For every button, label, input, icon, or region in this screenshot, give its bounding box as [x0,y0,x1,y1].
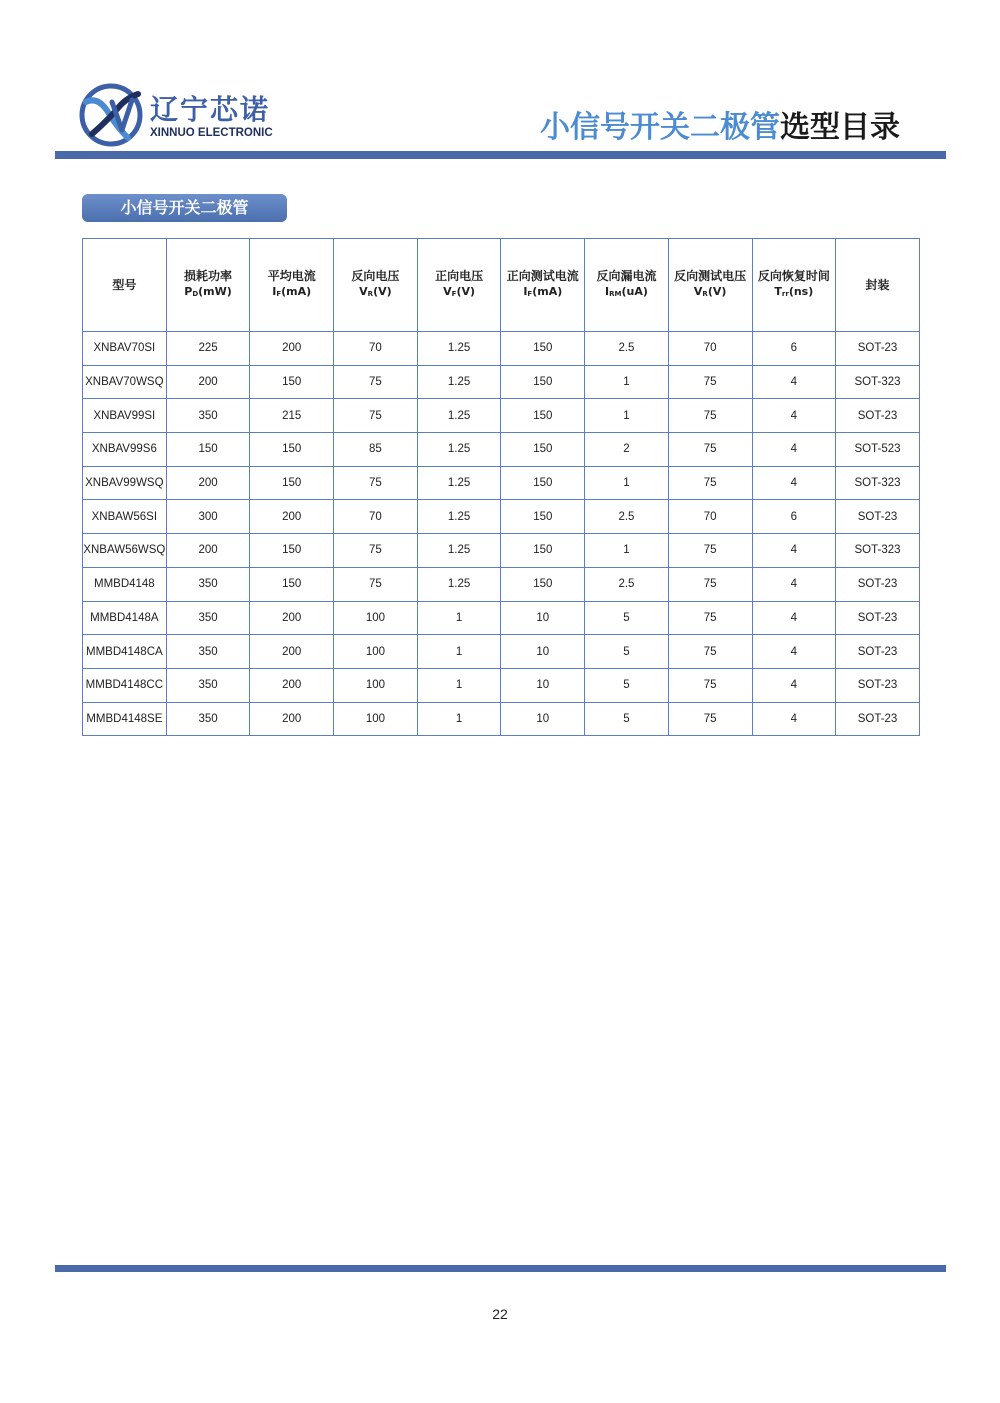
column-header [417,239,501,332]
table-row [83,399,920,433]
table-cell: 200 [250,332,334,366]
table-cell: 4 [752,534,836,568]
table-cell: 75 [334,466,418,500]
column-header [83,239,167,332]
part-number-cell: XNBAV99SI [83,399,167,433]
table-cell: 4 [752,466,836,500]
table-cell: 1 [585,534,669,568]
table-cell: 225 [166,332,250,366]
symbol-letter: I [605,284,610,298]
table-cell: 5 [585,668,669,702]
table-cell: 150 [501,534,585,568]
table-row [83,635,920,669]
table-cell: SOT-23 [836,500,920,534]
table-cell: 150 [501,399,585,433]
table-cell: 350 [166,601,250,635]
table-cell: 1.25 [417,500,501,534]
table-cell: SOT-323 [836,365,920,399]
footer-divider [55,1265,946,1272]
table-cell: 1.25 [417,567,501,601]
table-cell: 4 [752,365,836,399]
table-cell: 75 [334,399,418,433]
page-header [0,0,1000,160]
table-cell: 6 [752,500,836,534]
table-cell: 1 [585,466,669,500]
header-divider [55,151,946,159]
table-cell: SOT-23 [836,702,920,736]
table-cell: 70 [334,332,418,366]
column-header-label: 平均电流 [267,268,316,283]
table-cell: 10 [501,635,585,669]
part-number-cell: XNBAV99WSQ [83,466,167,500]
table-cell: 75 [668,365,752,399]
column-header-label: 损耗功率 [184,268,233,283]
table-row [83,567,920,601]
column-header-label: 封装 [865,277,890,292]
brand-name-en: XINNUO ELECTRONIC [150,127,273,139]
table-row [83,332,920,366]
table-cell: 1.25 [417,332,501,366]
table-cell: SOT-23 [836,601,920,635]
symbol-unit: (uA) [621,284,648,298]
column-header-label: 正向测试电流 [506,268,579,283]
document-title [540,102,900,146]
table-cell: 150 [250,365,334,399]
table-cell: 4 [752,668,836,702]
symbol-unit: (V) [707,284,727,298]
table-cell: 1 [417,668,501,702]
table-cell: 200 [250,601,334,635]
table-cell: 100 [334,702,418,736]
table-cell: 150 [250,534,334,568]
symbol-subscript: rr [781,289,789,298]
table-cell: 1 [585,365,669,399]
table-row [83,702,920,736]
table-cell: 1.25 [417,534,501,568]
title-rest: 选型目录 [780,110,900,145]
part-number-cell: MMBD4148SE [83,702,167,736]
title-highlight: 小信号开关二极管 [540,110,780,145]
table-cell: 350 [166,668,250,702]
symbol-subscript: D [192,289,199,298]
table-body [83,332,920,736]
column-header [334,239,418,332]
column-header-symbol [250,284,333,302]
table-cell: 75 [668,466,752,500]
table-cell: 150 [501,567,585,601]
part-number-cell: MMBD4148A [83,601,167,635]
table-cell: 150 [501,466,585,500]
column-header [501,239,585,332]
company-logo [78,82,278,150]
table-cell: 1.25 [417,399,501,433]
column-header-symbol [418,284,501,302]
symbol-letter: V [443,284,452,298]
table-cell: 150 [250,466,334,500]
column-header [585,239,669,332]
symbol-letter: V [693,284,703,298]
table-cell: 300 [166,500,250,534]
table-cell: SOT-23 [836,635,920,669]
table-cell: 150 [166,433,250,467]
part-number-cell: XNBAV70SI [83,332,167,366]
table-cell: 200 [166,365,250,399]
table-cell: 4 [752,399,836,433]
table-cell: 75 [668,399,752,433]
column-header-symbol [501,284,584,302]
table-cell: 100 [334,635,418,669]
table-cell: 350 [166,635,250,669]
part-number-cell: MMBD4148CC [83,668,167,702]
symbol-letter: T [774,284,782,298]
table-cell: 150 [501,500,585,534]
diode-spec-table [82,238,920,736]
column-header-label: 反向电压 [351,268,400,283]
table-cell: SOT-23 [836,668,920,702]
section-label: 小信号开关二极管 [82,194,287,222]
table-cell: 75 [668,635,752,669]
column-header-label: 型号 [112,277,137,292]
table-cell: 5 [585,635,669,669]
table-cell: 4 [752,702,836,736]
column-header-symbol [334,284,417,302]
part-number-cell: XNBAV70WSQ [83,365,167,399]
table-cell: 1 [585,399,669,433]
table-cell: 10 [501,601,585,635]
table-header-row [83,239,920,332]
table-cell: 10 [501,668,585,702]
table-cell: 75 [668,668,752,702]
symbol-unit: (ns) [788,284,814,298]
table-cell: 350 [166,567,250,601]
table-cell: 4 [752,433,836,467]
table-cell: 85 [334,433,418,467]
table-cell: 215 [250,399,334,433]
symbol-letter: P [184,284,193,298]
table-cell: 2.5 [585,567,669,601]
part-number-cell: XNBAW56SI [83,500,167,534]
table-cell: 75 [668,534,752,568]
table-cell: 1 [417,601,501,635]
table-cell: 75 [668,567,752,601]
table-row [83,534,920,568]
table-cell: 1.25 [417,365,501,399]
table-cell: 1.25 [417,433,501,467]
table-row [83,601,920,635]
symbol-subscript: F [276,289,282,298]
table-cell: 150 [501,365,585,399]
column-header [668,239,752,332]
column-header [752,239,836,332]
symbol-letter: I [523,284,528,298]
table-cell: 1.25 [417,466,501,500]
symbol-unit: (mA) [281,284,312,298]
table-cell: 75 [668,702,752,736]
table-row [83,668,920,702]
table-cell: SOT-23 [836,332,920,366]
page-number: 22 [492,1306,508,1322]
table-cell: 1 [417,635,501,669]
table-cell: 10 [501,702,585,736]
symbol-unit: (mA) [532,284,563,298]
symbol-letter: V [359,284,368,298]
symbol-letter: I [272,284,277,298]
table-cell: 70 [334,500,418,534]
table-row [83,500,920,534]
table-cell: 75 [668,433,752,467]
table-cell: 1 [417,702,501,736]
table-cell: 150 [250,567,334,601]
table-cell: 200 [250,500,334,534]
table-cell: 2.5 [585,500,669,534]
table-cell: 350 [166,702,250,736]
column-header-label: 反向漏电流 [596,268,657,283]
symbol-unit: (V) [456,284,476,298]
table-cell: 200 [166,534,250,568]
table-cell: 70 [668,332,752,366]
part-number-cell: MMBD4148CA [83,635,167,669]
symbol-unit: (mW) [198,284,232,298]
table-cell: 200 [250,635,334,669]
table-cell: 100 [334,668,418,702]
table-cell: 75 [334,365,418,399]
table-cell: 4 [752,601,836,635]
table-cell: 75 [334,567,418,601]
column-header [250,239,334,332]
symbol-subscript: R [367,289,374,298]
column-header [836,239,920,332]
xinnuo-logo-icon [78,82,144,148]
table-cell: 2 [585,433,669,467]
part-number-cell: XNBAV99S6 [83,433,167,467]
table-cell: 150 [250,433,334,467]
symbol-subscript: F [451,289,457,298]
table-cell: SOT-523 [836,433,920,467]
table-cell: 4 [752,635,836,669]
column-header [166,239,250,332]
table-cell: 75 [668,601,752,635]
table-cell: SOT-23 [836,399,920,433]
part-number-cell: MMBD4148 [83,567,167,601]
column-header-symbol [167,284,250,302]
column-header-symbol [753,284,836,302]
table-cell: 2.5 [585,332,669,366]
symbol-subscript: RM [609,289,622,298]
table-row [83,365,920,399]
table-cell: 6 [752,332,836,366]
table-row [83,433,920,467]
column-header-label: 正向电压 [435,268,484,283]
part-number-cell: XNBAW56WSQ [83,534,167,568]
symbol-subscript: R [702,289,708,298]
table-row [83,466,920,500]
table-cell: 200 [250,702,334,736]
table-cell: 4 [752,567,836,601]
table-cell: SOT-323 [836,534,920,568]
column-header-symbol [669,284,752,302]
symbol-unit: (V) [373,284,392,298]
table-cell: 150 [501,332,585,366]
column-header-symbol [585,284,668,302]
table-cell: 150 [501,433,585,467]
column-header-label: 反向测试电压 [674,268,747,283]
table-cell: 5 [585,601,669,635]
table-cell: 75 [334,534,418,568]
table-cell: 200 [250,668,334,702]
table-cell: 5 [585,702,669,736]
table-cell: SOT-323 [836,466,920,500]
table-cell: 350 [166,399,250,433]
column-header-label: 反向恢复时间 [757,268,830,283]
symbol-subscript: F [527,289,533,298]
brand-name-cn: 辽宁芯诺 [150,93,271,126]
table-cell: 200 [166,466,250,500]
table-cell: SOT-23 [836,567,920,601]
table-cell: 70 [668,500,752,534]
table-cell: 100 [334,601,418,635]
